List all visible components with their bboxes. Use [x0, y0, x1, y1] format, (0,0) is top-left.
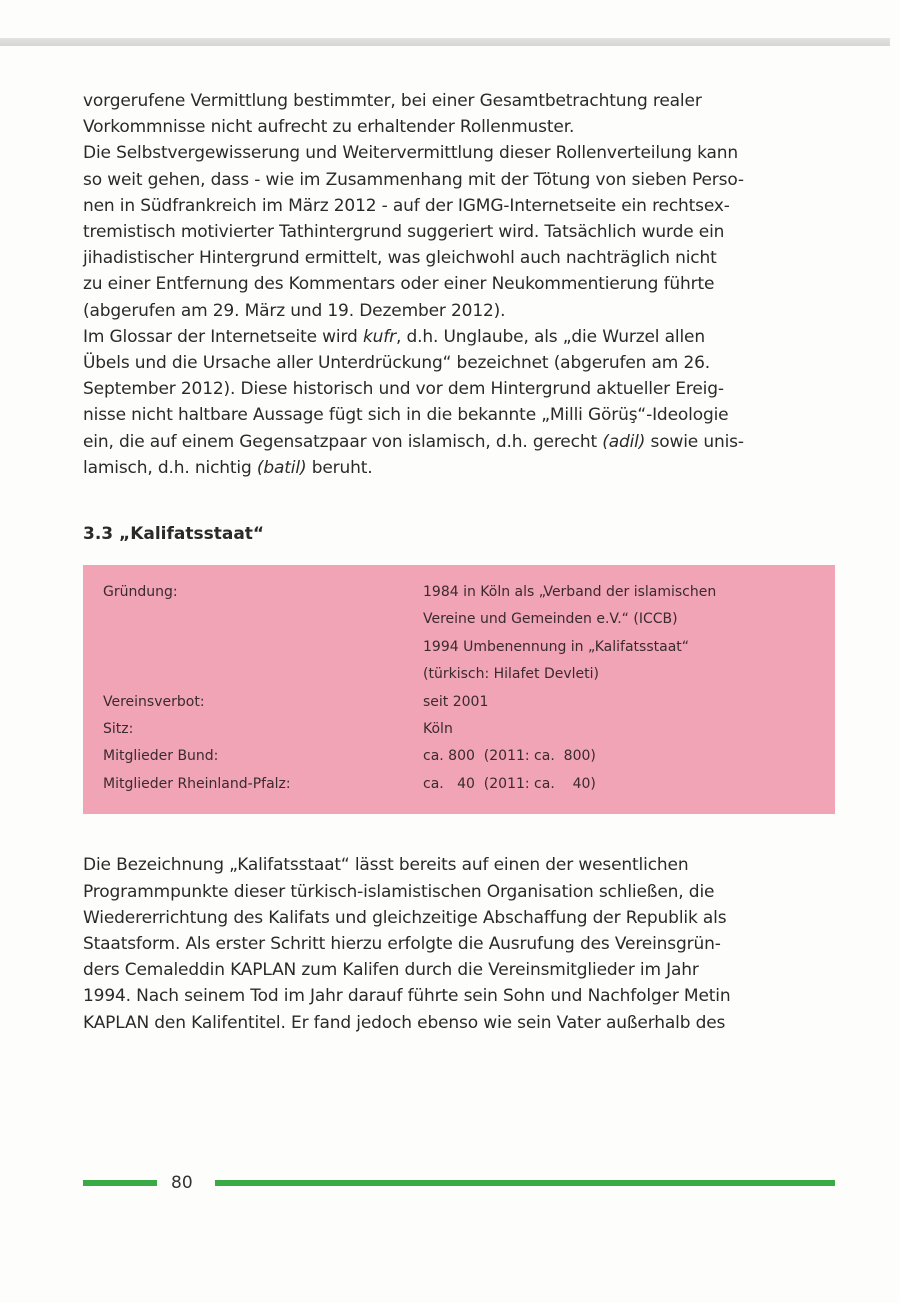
fact-row-vereinsverbot: [83, 689, 835, 716]
text-line: nisse nicht haltbare Aussage fügt sich in die bekannte „Milli Görüş“-Ideologie: [83, 405, 729, 426]
text-line: September 2012). Diese historisch und vor dem Hintergrund aktueller Ereig-: [83, 379, 724, 400]
section-heading: 3.3 „Kalifatsstaat“: [83, 524, 265, 545]
term-adil: (adil): [602, 431, 646, 452]
text-line: tremistisch motivierter Tathintergrund suggeriert wird. Tatsächlich wurde ein: [83, 222, 725, 243]
footer-rule-right: [215, 1180, 835, 1186]
text-line: nen in Südfrankreich im März 2012 - auf der IGMG-Internetseite ein rechtsex-: [83, 195, 730, 216]
fact-label: Sitz:: [103, 721, 134, 738]
fact-label: Mitglieder Rheinland-Pfalz:: [103, 775, 291, 792]
text-line: Übels und die Ursache aller Unterdrückung“ bezeichnet (abgerufen am 26.: [83, 353, 711, 374]
text-line: Im Glossar der Internetseite wird kufr, d.h. Unglaube, als „die Wurzel allen: [83, 326, 705, 347]
fact-value: seit 2001: [423, 693, 489, 710]
term-batil: (batil): [256, 457, 307, 478]
text-line: (abgerufen am 29. März und 19. Dezember 2012).: [83, 300, 506, 321]
fact-label: Mitglieder Bund:: [103, 748, 219, 765]
footer-rule-left: [83, 1180, 157, 1186]
fact-row-gruendung: [83, 579, 835, 689]
fact-box: [83, 565, 835, 814]
text-line: Wiedererrichtung des Kalifats und gleichzeitige Abschaffung der Republik als: [83, 907, 727, 928]
text-line: Die Bezeichnung „Kalifatsstaat“ lässt bereits auf einen der wesentlichen: [83, 855, 689, 876]
fact-row-sitz: [83, 716, 835, 743]
page-number: 80: [171, 1173, 193, 1193]
text-line: ein, die auf einem Gegensatzpaar von islamisch, d.h. gerecht (adil) sowie unis-: [83, 431, 744, 452]
text-line: ders Cemaleddin KAPLAN zum Kalifen durch die Vereinsmitglieder im Jahr: [83, 960, 699, 981]
paragraph-glossary: [83, 324, 823, 481]
text-line: Die Selbstvergewisserung und Weitervermittlung dieser Rollenverteilung kann: [83, 143, 738, 164]
page-footer: [83, 1170, 835, 1200]
paragraph-intro: [83, 88, 823, 324]
text-line: so weit gehen, dass - wie im Zusammenhang mit der Tötung von sieben Perso-: [83, 169, 744, 190]
fact-row-mitglieder-rlp: [83, 771, 835, 798]
paragraph-kalifatsstaat: [83, 852, 823, 1035]
text-line: vorgerufene Vermittlung bestimmter, bei einer Gesamtbetrachtung realer: [83, 91, 702, 111]
fact-label: Gründung:: [103, 584, 178, 601]
text-line: zu einer Entfernung des Kommentars oder einer Neukommentierung führte: [83, 274, 715, 295]
text-line: 1994. Nach seinem Tod im Jahr darauf führte sein Sohn und Nachfolger Metin: [83, 986, 731, 1007]
term-kufr: kufr: [362, 326, 396, 347]
fact-value: ca. 800 (2011: ca. 800): [423, 748, 596, 765]
fact-label: Vereinsverbot:: [103, 693, 205, 710]
text-line: Staatsform. Als erster Schritt hierzu erfolgte die Ausrufung des Vereinsgrün-: [83, 933, 721, 954]
fact-row-mitglieder-bund: [83, 743, 835, 770]
text-line: Programmpunkte dieser türkisch-islamistischen Organisation schließen, die: [83, 881, 715, 902]
text-line: KAPLAN den Kalifentitel. Er fand jedoch ebenso wie sein Vater außerhalb des: [83, 1012, 726, 1033]
text-line: jihadistischer Hintergrund ermittelt, was gleichwohl auch nachträglich nicht: [83, 248, 717, 269]
fact-value: Köln: [423, 721, 453, 738]
text-line: Vorkommnisse nicht aufrecht zu erhaltender Rollenmuster.: [83, 117, 575, 138]
top-rule: [0, 38, 890, 46]
fact-value: 1984 in Köln als „Verband der islamischen Vereine und Gemeinden e.V.“ (ICCB) 1994 Umbenennung in „Kalifatsstaat“ (türkisch: Hilafet Devleti): [423, 584, 717, 683]
text-line: lamisch, d.h. nichtig (batil) beruht.: [83, 457, 373, 478]
fact-value: ca. 40 (2011: ca. 40): [423, 775, 596, 792]
page-content: [83, 88, 823, 1036]
